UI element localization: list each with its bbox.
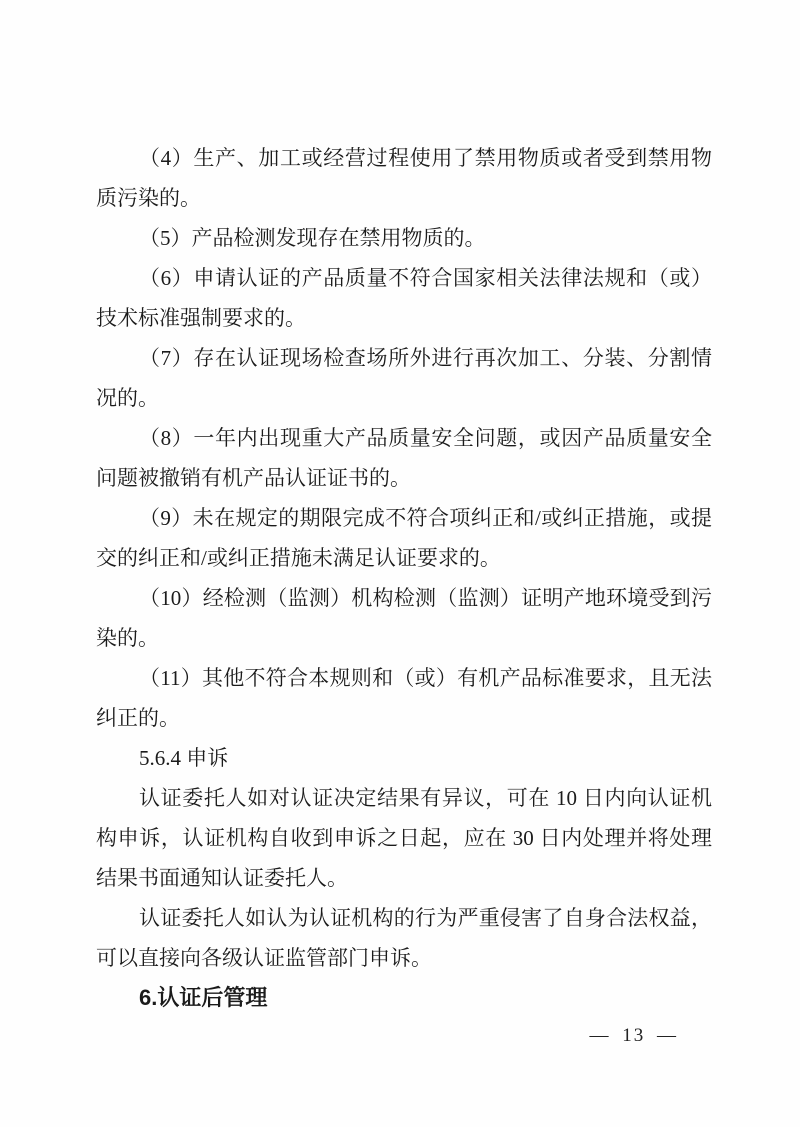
document-body xyxy=(96,138,712,1018)
text-line: （7）存在认证现场检查场所外进行再次加工、分装、分割情 xyxy=(139,346,712,370)
text-line: （8）一年内出现重大产品质量安全问题，或因产品质量安全 xyxy=(139,426,712,450)
text-line: 认证委托人如认为认证机构的行为严重侵害了自身合法权益， xyxy=(139,906,712,930)
text-line: （5）产品检测发现存在禁用物质的。 xyxy=(139,226,486,250)
text-line: 交的纠正和/或纠正措施未满足认证要求的。 xyxy=(96,546,501,570)
text-line: 构申诉，认证机构自收到申诉之日起，应在 30 日内处理并将处理 xyxy=(96,826,712,850)
text-line: （9）未在规定的期限完成不符合项纠正和/或纠正措施，或提 xyxy=(139,506,712,530)
text-line: 问题被撤销有机产品认证证书的。 xyxy=(96,466,411,490)
text-line: （6）申请认证的产品质量不符合国家相关法律法规和（或） xyxy=(139,266,712,290)
text-line: （10）经检测（监测）机构检测（监测）证明产地环境受到污 xyxy=(139,586,712,610)
section-heading: 6.认证后管理 xyxy=(139,985,268,1010)
text-line: （11）其他不符合本规则和（或）有机产品标准要求，且无法 xyxy=(139,666,712,690)
text-line: 质污染的。 xyxy=(96,186,201,210)
page-number: — 13 — xyxy=(589,1025,678,1046)
text-line: 5.6.4 申诉 xyxy=(139,746,229,770)
text-line: （4）生产、加工或经营过程使用了禁用物质或者受到禁用物 xyxy=(139,146,712,170)
text-line: 可以直接向各级认证监管部门申诉。 xyxy=(96,946,432,970)
text-line: 技术标准强制要求的。 xyxy=(96,306,306,330)
text-line: 认证委托人如对认证决定结果有异议，可在 10 日内向认证机 xyxy=(139,786,712,810)
text-line: 染的。 xyxy=(96,626,159,650)
text-line: 结果书面通知认证委托人。 xyxy=(96,866,348,890)
text-line: 况的。 xyxy=(96,386,159,410)
text-line: 纠正的。 xyxy=(96,706,180,730)
